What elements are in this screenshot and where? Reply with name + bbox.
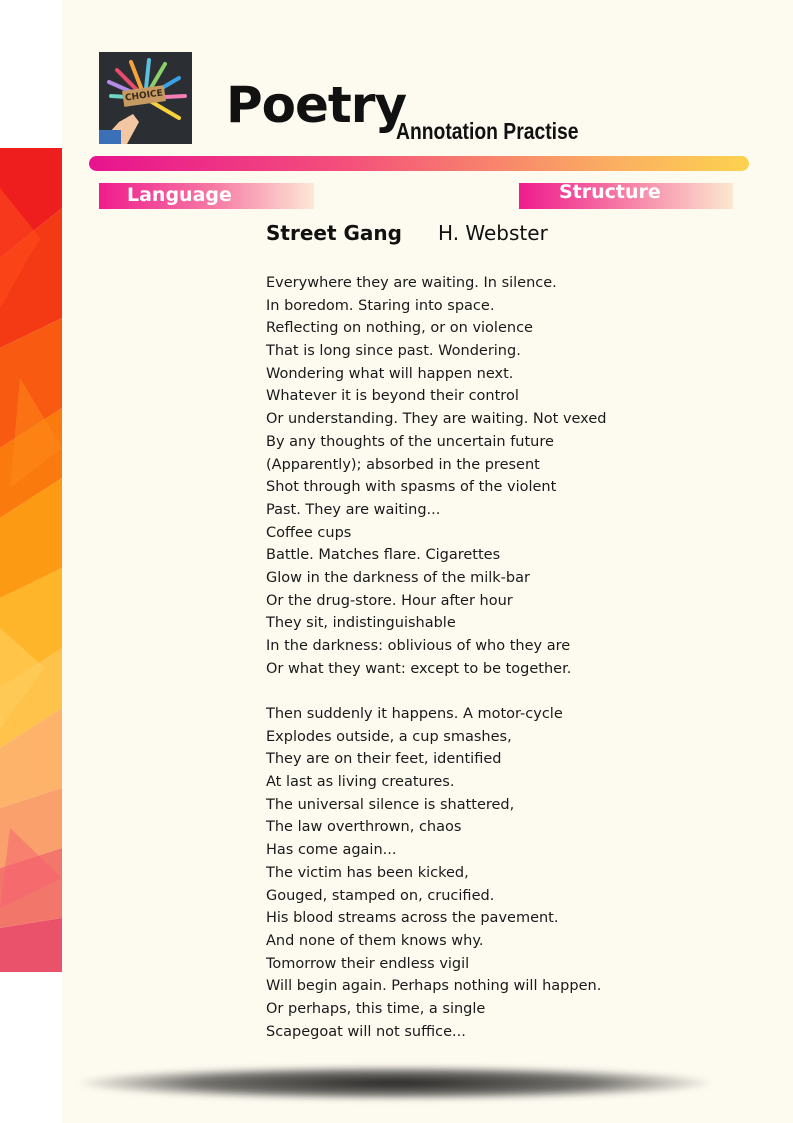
poem-line: Past. They are waiting...	[266, 501, 441, 518]
poem-line: Glow in the darkness of the milk-bar	[266, 569, 530, 586]
poem-line: At last as living creatures.	[266, 774, 455, 791]
poem-line: Or what they want: except to be together.	[266, 660, 572, 677]
low-poly-pattern	[0, 148, 62, 972]
poem-stanza-1	[266, 272, 606, 680]
poem-line: Will begin again. Perhaps nothing will happen.	[266, 978, 602, 995]
poem-stanza-2	[266, 703, 601, 1043]
poem-line: Coffee cups	[266, 524, 352, 541]
page-title: Poetry	[226, 76, 407, 134]
poem-line: Or perhaps, this time, a single	[266, 1000, 486, 1017]
poem-line: His blood streams across the pavement.	[266, 910, 559, 927]
poem-line: The victim has been kicked,	[266, 864, 469, 881]
poem-line: They sit, indistinguishable	[266, 615, 456, 632]
poem-line: In boredom. Staring into space.	[266, 297, 495, 314]
poem-author: H. Webster	[438, 221, 548, 245]
poem-line: The universal silence is shattered,	[266, 796, 515, 813]
poem-line: Or understanding. They are waiting. Not vexed	[266, 411, 607, 428]
language-label: Language	[127, 184, 232, 206]
poem-line: Gouged, stamped on, crucified.	[266, 887, 495, 904]
poem-line: In the darkness: oblivious of who they are	[266, 638, 571, 654]
poem-line: Wondering what will happen next.	[266, 365, 514, 382]
poem-line: The law overthrown, chaos	[266, 819, 462, 836]
language-label-box	[99, 183, 314, 209]
poem-line: Everywhere they are waiting. In silence.	[266, 275, 557, 291]
poem-line: Has come again...	[266, 842, 397, 859]
poem-line: That is long since past. Wondering.	[266, 343, 521, 360]
poem-title: Street Gang	[266, 221, 402, 245]
choice-thumbnail	[99, 52, 192, 144]
poem-line: Shot through with spasms of the violent	[266, 479, 557, 496]
page-subtitle: Annotation Practise	[396, 118, 579, 144]
poem-line: Scapegoat will not suffice...	[266, 1023, 466, 1040]
poem-line: And none of them knows why.	[266, 932, 484, 949]
poem-line: Then suddenly it happens. A motor-cycle	[266, 706, 563, 722]
poem-line: They are on their feet, identified	[266, 751, 502, 768]
gradient-divider	[89, 156, 749, 171]
poem-line: (Apparently); absorbed in the present	[266, 456, 540, 473]
poem-line: Or the drug-store. Hour after hour	[266, 592, 513, 609]
choice-label: CHOICE	[122, 85, 166, 107]
poem-line: Reflecting on nothing, or on violence	[266, 320, 533, 337]
decorative-side-art	[0, 148, 62, 972]
poem-line: Battle. Matches flare. Cigarettes	[266, 547, 501, 564]
structure-label-box	[519, 183, 733, 209]
poem-line: Whatever it is beyond their control	[266, 388, 519, 405]
structure-label: Structure	[559, 181, 661, 203]
poem-line: Tomorrow their endless vigil	[266, 955, 470, 972]
sheet-shadow	[80, 1066, 710, 1100]
poem-line: Explodes outside, a cup smashes,	[266, 728, 512, 745]
poem-line: By any thoughts of the uncertain future	[266, 433, 554, 450]
